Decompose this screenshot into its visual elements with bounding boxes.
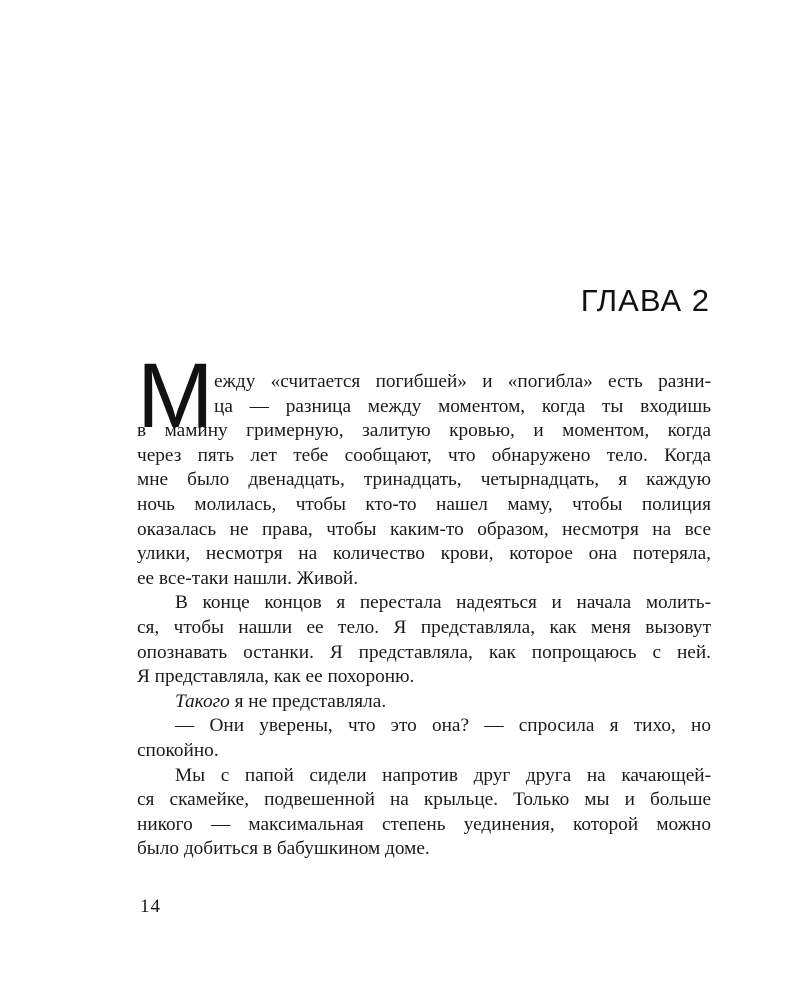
text-line	[137, 690, 711, 715]
text-line: Я представляла, как ее похороню.	[137, 666, 415, 688]
text-line: Мы с папой сидели напротив друг друга на качающей-	[175, 764, 711, 786]
text-line: ночь молилась, чтобы кто-то нашел маму, чтобы полиция	[137, 493, 711, 515]
text-line: оказалась не права, чтобы каким-то образом, несмотря на все	[137, 518, 711, 540]
page-number: 14	[140, 896, 161, 917]
text-fragment: я не представляла.	[229, 690, 387, 712]
text-line: никого — максимальная степень уединения, которой можно	[137, 813, 711, 835]
text-line: было добиться в бабушкином доме.	[137, 838, 430, 860]
text-line: ся, чтобы нашли ее тело. Я представляла, как меня вызовут	[137, 616, 711, 638]
text-line: в мамину гримерную, залитую кровью, и моментом, когда	[137, 420, 711, 442]
text-line: В конце концов я перестала надеяться и начала молить-	[175, 592, 711, 614]
text-line: — Они уверены, что это она? — спросила я тихо, но	[175, 715, 711, 737]
chapter-title: ГЛАВА 2	[580, 283, 710, 318]
text-line: улики, несмотря на количество крови, которое она потеряла,	[137, 543, 711, 565]
text-line: через пять лет тебе сообщают, что обнаружено тело. Когда	[137, 444, 711, 466]
text-line: ее все-таки нашли. Живой.	[137, 567, 359, 589]
drop-cap: М	[137, 345, 214, 447]
text-line: ца — разница между моментом, когда ты входишь	[214, 395, 711, 417]
body-text	[137, 345, 711, 862]
italic-word: Такого	[175, 690, 230, 712]
text-line: опознавать останки. Я представляла, как попрощаюсь с ней.	[137, 641, 711, 663]
text-line: мне было двенадцать, тринадцать, четырнадцать, я каждую	[137, 469, 711, 491]
text-line: ежду «считается погибшей» и «погибла» есть разни-	[214, 371, 711, 392]
text-line: ся скамейке, подвешенной на крыльце. Только мы и больше	[137, 789, 711, 811]
text-line: спокойно.	[137, 739, 219, 761]
